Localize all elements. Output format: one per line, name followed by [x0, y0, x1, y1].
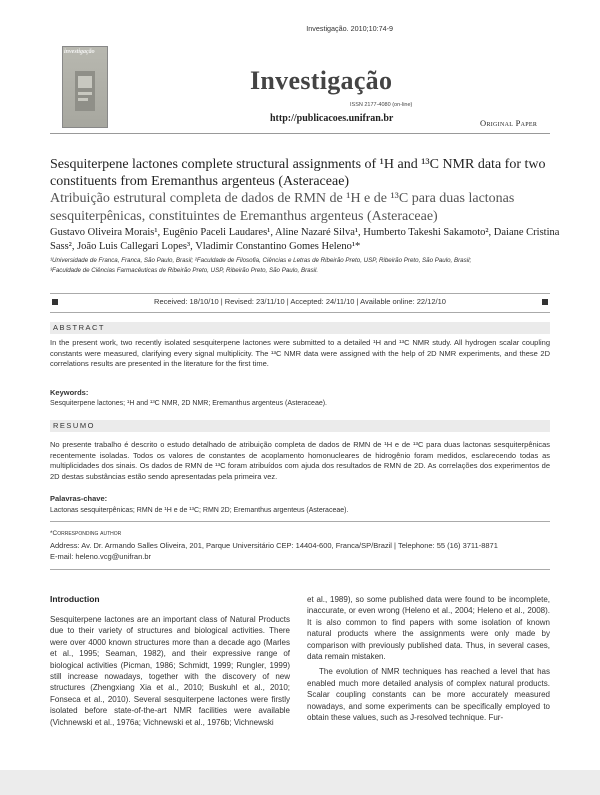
palavras-chave-label: Palavras-chave:: [50, 494, 108, 503]
affiliation-line-2: ³Faculdade de Ciências Farmacêuticas de Ribeirão Preto, USP, Ribeirão Preto, São Paulo, Brasil.: [50, 267, 319, 274]
introduction-heading: Introduction: [50, 594, 100, 604]
body-column-left: [50, 614, 290, 728]
cover-title: investigação: [64, 49, 95, 55]
paragraph: Sesquiterpene lactones are an important class of Natural Products due to their variety of structures and biological activities. There were over 4000 known structures more than a decade ago (Marles et al., 1995; Seaman, 1982), and their expressive range of biological activities (Picman, 1986; Schmidt, 1999; Rungler, 1999) still increase nowadays, together with the discovery of new structures (Zhengxiang Xia et al., 2010; Buskuhl et al., 2010; Fonseca et al., 2010). Several sesquiterpene lactones were firstly isolated before state-of-the-art NMR facilities were available (Vichnewski et al., 1976a; Vichnewski et al., 1976b; Vichnewski: [50, 615, 290, 727]
resumo-heading: RESUMO: [50, 420, 550, 432]
paragraph: The evolution of NMR techniques has reached a level that has enabled much more detailed analysis of complex natural products. Scalar coupling constants can be more accurately measured nowadays, and some experiments can be specifically employed to obtain these values, such as J-resolved technique. Fur-: [307, 667, 550, 723]
paragraph: et al., 1989), so some published data were found to be incomplete, inaccurate, or even wrong (Heleno et al., 2004; Heleno et al., 2008). It is also common to find papers with some isolation of known natural products where the assignments were only made by comparison with previously published data. Thus, in several cases, data remain mistaken.: [307, 595, 550, 662]
author-list: Gustavo Oliveira Morais¹, Eugênio Paceli Laudares¹, Aline Nazaré Silva¹, Humberto Takeshi Sakamoto², Daiane Cristina Sass², João Luis Callegari Lopes³, Vladimir Constantino Gomes Heleno¹*: [50, 227, 560, 252]
article-dates: Received: 18/10/10 | Revised: 23/11/10 | Accepted: 24/11/10 | Available online: 22/12/10: [154, 297, 446, 306]
section-divider: [50, 569, 550, 570]
square-bullet-icon: [542, 299, 548, 305]
affiliations: [50, 256, 560, 276]
paper-type: Original Paper: [480, 118, 538, 128]
article-title-english: Sesquiterpene lactones complete structural assignments of ¹H and ¹³C NMR data for two constituents from Eremanthus argenteus (Asteraceae): [50, 157, 546, 189]
abstract-text: In the present work, two recently isolated sesquiterpene lactones were submitted to a detailed ¹H and ¹³C NMR study. All hydrogen scalar coupling constants were measured, clarifying every signal multiplicity. The ¹³C NMR data were assigned with the help of 2D NMR experiments, and these 2D correlations results are presented in the literature for the first time.: [50, 338, 550, 368]
abstract-heading: ABSTRACT: [50, 322, 550, 334]
body-column-right: [307, 594, 550, 727]
header-divider: [50, 133, 550, 134]
palavras-chave-text: Lactonas sesquiterpênicas; RMN de ¹H e de ¹³C; RMN 2D; Eremanthus argenteus (Asteraceae).: [50, 507, 349, 514]
article-dates-bar: [50, 293, 550, 313]
journal-url-link[interactable]: http://publicacoes.unifran.br: [270, 113, 394, 124]
keywords-label: Keywords:: [50, 388, 89, 397]
issn: ISSN 2177-4080 (on-line): [350, 102, 413, 108]
affiliation-line-1: ¹Universidade de Franca, Franca, São Paulo, Brasil; ²Faculdade de Filosofia, Ciências e Letras de Ribeirão Preto, USP, Ribeirão Preto, São Paulo, Brasil;: [50, 257, 472, 264]
journal-citation: Investigação. 2010;10:74-9: [306, 24, 393, 33]
article-title-portuguese: Atribuição estrutural completa de dados de RMN de ¹H e de ¹³C para duas lactonas sesquiterpênicas, constituintes de Eremanthus argenteus (Asteraceae): [50, 191, 515, 224]
page-footer-band: [0, 770, 600, 795]
section-divider: [50, 521, 550, 522]
keywords-text: Sesquiterpene lactones; ¹H and ¹³C NMR, 2D NMR; Eremanthus argenteus (Asteraceae).: [50, 400, 328, 407]
cover-artwork: [71, 67, 99, 115]
corresponding-address: Address: Av. Dr. Armando Salles Oliveira, 201, Parque Universitário CEP: 14404-600, Franca/SP/Brazil | Telephone: 55 (16) 3711-8871: [50, 541, 498, 550]
resumo-text: No presente trabalho é descrito o estudo detalhado de atribuição completa de dados de RMN de ¹H e de ¹³C para duas lactonas sesquiterpênicas recentemente isoladas. Todos os valores de constantes de acoplamento homonucleares de hidrogênio foram medidos, esclarecendo todas as multiplicidades dos sinais. Os dados de RMN de ¹³C foram atribuídos com ajuda dos resultados de RMN de 2D. As correlações dos experimentos de 2D destas substâncias estão sendo apresentadas pela primeira vez.: [50, 440, 550, 481]
journal-title: Investigação: [250, 66, 393, 95]
journal-cover-thumbnail: [62, 46, 108, 128]
corresponding-author-label: *Corresponding author: [50, 530, 122, 537]
corresponding-email: E-mail: heleno.vcg@unifran.br: [50, 552, 151, 561]
